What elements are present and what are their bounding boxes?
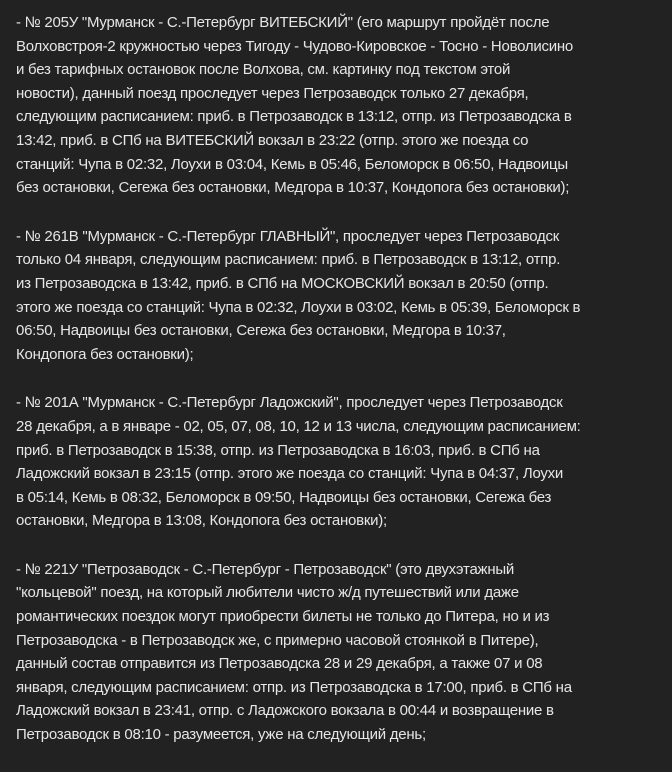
text-line: из Петрозаводска в 13:42, приб. в СПб на МОСКОВСКИЙ вокзал в 20:50 (отпр. xyxy=(16,274,549,292)
text-line: станций: Чупа в 02:32, Лоухи в 03:04, Кемь в 05:46, Беломорск в 06:50, Надвоицы xyxy=(16,155,568,173)
text-line: 28 декабря, а в январе - 02, 05, 07, 08, 10, 12 и 13 числа, следующим расписанием: xyxy=(16,417,581,435)
text-line: романтических поездок могут приобрести билеты не только до Питера, но и из xyxy=(16,608,550,626)
text-line: Петрозаводска - в Петрозаводск же, с примерно часовой стоянкой в Питере), xyxy=(16,631,539,649)
text-line: 13:42, приб. в СПб на ВИТЕБСКИЙ вокзал в 23:22 (отпр. этого же поезда со xyxy=(16,131,529,149)
text-line: в 05:14, Кемь в 08:32, Беломорск в 09:50, Надвоицы без остановки, Сегежа без xyxy=(16,488,552,506)
text-line: Петрозаводск в 08:10 - разумеется, уже на следующий день; xyxy=(16,726,426,744)
text-line: приб. в Петрозаводск в 15:38, отпр. из Петрозаводска в 16:03, приб. в СПб на xyxy=(16,441,540,459)
train-entry xyxy=(16,558,672,747)
text-line: Кондопога без остановки); xyxy=(16,345,194,363)
schedule-text xyxy=(16,11,672,772)
text-line: января, следующим расписанием: отпр. из Петрозаводска в 17:00, приб. в СПб на xyxy=(16,678,572,696)
text-line: "кольцевой" поезд, на который любители чисто ж/д путешествий или даже xyxy=(16,584,519,602)
text-line: следующим расписанием: приб. в Петрозаводск в 13:12, отпр. из Петрозаводска в xyxy=(16,108,572,126)
text-line: - № 261В "Мурманск - С.-Петербург ГЛАВНЫЙ", проследует через Петрозаводск xyxy=(16,227,560,245)
text-line: - № 205У "Мурманск - С.-Петербург ВИТЕБСКИЙ" (его маршрут пройдёт после xyxy=(16,14,550,31)
text-line: без остановки, Сегежа без остановки, Медгора в 10:37, Кондопога без остановки); xyxy=(16,179,570,197)
train-entry xyxy=(16,225,672,367)
text-line: остановки, Медгора в 13:08, Кондопога без остановки); xyxy=(16,512,387,530)
train-entry xyxy=(16,11,672,200)
train-entry xyxy=(16,391,672,533)
text-line: и без тарифных остановок после Волхова, см. картинку под текстом этой xyxy=(16,61,511,79)
text-line: - № 201А "Мурманск - С.-Петербург Ладожский", проследует через Петрозаводск xyxy=(16,394,563,412)
text-line: этого же поезда со станций: Чупа в 02:32, Лоухи в 03:02, Кемь в 05:39, Беломорск в xyxy=(16,298,581,316)
text-line: Ладожский вокзал в 23:15 (отпр. этого же поезда со станций: Чупа в 04:37, Лоухи xyxy=(16,465,563,483)
text-line: Волховстроя-2 кружностью через Тигоду - Чудово-Кировское - Тосно - Новолисино xyxy=(16,37,574,55)
text-line: новости), данный поезд проследует через Петрозаводск только 27 декабря, xyxy=(16,84,529,102)
text-line: - № 221У "Петрозаводск - С.-Петербург - Петрозаводск" (это двухэтажный xyxy=(16,560,515,578)
text-line: 06:50, Надвоицы без остановки, Сегежа без остановки, Медгора в 10:37, xyxy=(16,322,506,340)
text-line: данный состав отправится из Петрозаводска 28 и 29 декабря, а также 07 и 08 xyxy=(16,655,543,673)
text-line: Ладожский вокзал в 23:41, отпр. с Ладожского вокзала в 00:44 и возвращение в xyxy=(16,702,554,720)
text-line: только 04 января, следующим расписанием: приб. в Петрозаводск в 13:12, отпр. xyxy=(16,251,561,269)
